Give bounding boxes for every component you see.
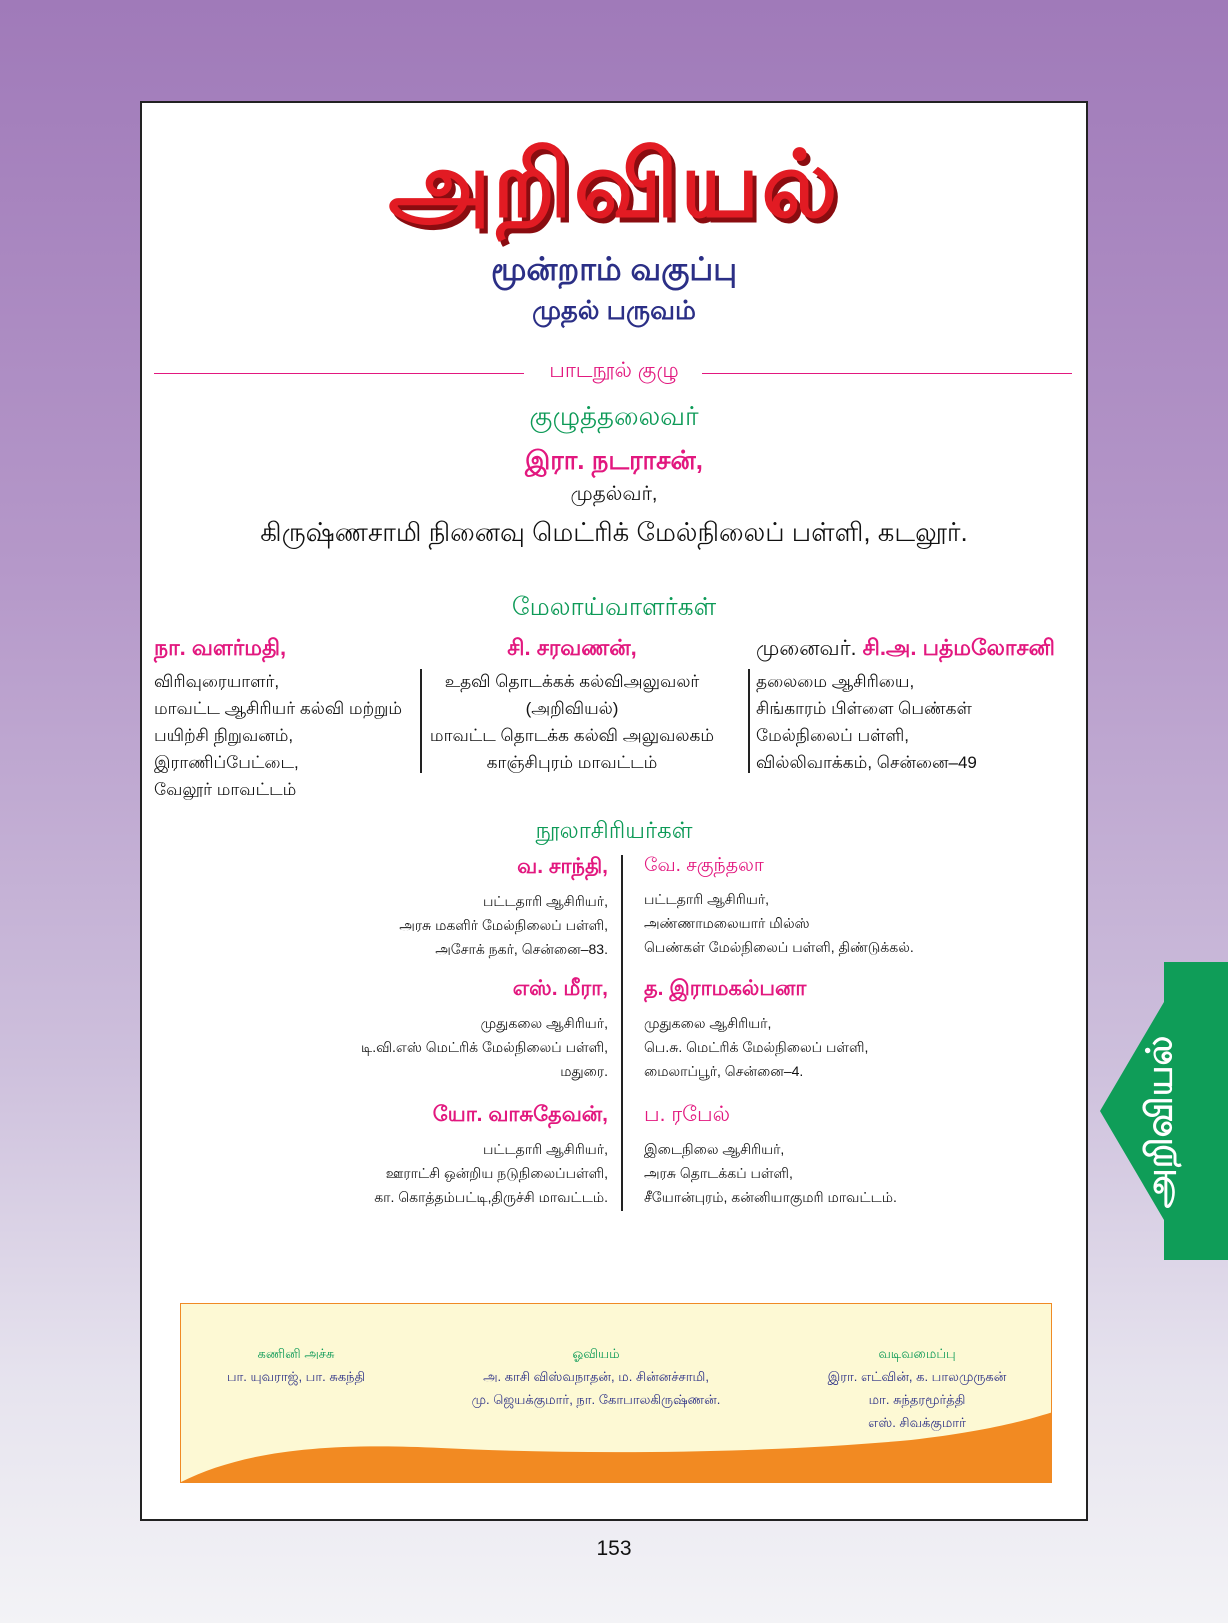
- author-line: கா. கொத்தம்பட்டி,திருச்சி மாவட்டம்.: [374, 1189, 608, 1205]
- author-name: எஸ். மீரா,: [512, 977, 608, 1000]
- reviewer-card: [422, 635, 722, 776]
- author-line: ஊராட்சி ஒன்றிய நடுநிலைப்பள்ளி,: [385, 1165, 608, 1181]
- author-card: [644, 855, 984, 959]
- author-line: முதுகலை ஆசிரியர்,: [644, 1015, 772, 1031]
- chair-school: கிருஷ்ணசாமி நினைவு மெட்ரிக் மேல்நிலைப் பள்ளி, கடலூர்.: [260, 517, 968, 547]
- chair-role: முதல்வர்,: [570, 483, 658, 505]
- side-tab-label: அறிவியல்: [1138, 1035, 1180, 1209]
- reviewer-line: காஞ்சிபுரம் மாவட்டம்: [486, 753, 658, 772]
- credit-heading: கணினி அச்சு: [257, 1346, 335, 1361]
- reviewer-line: சிங்காரம் பிள்ளை பெண்கள்: [756, 699, 972, 718]
- reviewer-line: வில்லிவாக்கம், சென்னை–49: [756, 753, 977, 772]
- author-name: ப. ரபேல்: [644, 1103, 731, 1126]
- credit-line: மா. சுந்தரமூர்த்தி: [868, 1392, 966, 1407]
- term-label: முதல் பருவம்: [532, 295, 696, 325]
- credit-heading: வடிவமைப்பு: [878, 1346, 956, 1361]
- reviewer-line: (அறிவியல்): [525, 699, 619, 718]
- author-line: பட்டதாரி ஆசிரியர்,: [644, 891, 770, 907]
- authors-heading: நூலாசிரியர்கள்: [535, 817, 693, 843]
- author-line: பெண்கள் மேல்நிலைப் பள்ளி, திண்டுக்கல்.: [644, 939, 914, 955]
- book-title: அறிவியல்: [388, 134, 840, 236]
- grade-label: மூன்றாம் வகுப்பு: [490, 251, 738, 287]
- chair-heading: குழுத்தலைவர்: [529, 401, 699, 431]
- author-card: [302, 977, 608, 1083]
- reviewer-card: [154, 635, 424, 803]
- author-line: பெ.சு. மெட்ரிக் மேல்நிலைப் பள்ளி,: [644, 1039, 869, 1055]
- reviewer-name: சி.அ. பத்மலோசனி: [862, 635, 1055, 660]
- reviewer-card: [756, 635, 1076, 776]
- credit-line: எஸ். சிவக்குமார்: [868, 1415, 966, 1430]
- reviewer-name: நா. வளர்மதி,: [154, 635, 287, 660]
- page-sheet: [140, 101, 1088, 1521]
- author-line: டி.வி.எஸ் மெட்ரிக் மேல்நிலைப் பள்ளி,: [361, 1039, 608, 1055]
- credit-line: பா. யுவராஜ், பா. சுகந்தி: [226, 1369, 366, 1384]
- credit-art: [431, 1342, 761, 1411]
- author-line: மதுரை.: [560, 1063, 608, 1079]
- author-card: [644, 977, 984, 1083]
- reviewer-line: மாவட்ட ஆசிரியர் கல்வி மற்றும்: [154, 699, 403, 718]
- reviewer-prefix: முனைவர்.: [756, 637, 857, 660]
- author-line: அண்ணாமலையார் மில்ஸ்: [644, 915, 810, 931]
- reviewers-heading: மேலாய்வாளர்கள்: [511, 593, 717, 621]
- team-label: பாடநூல் குழு: [549, 359, 679, 382]
- author-line: அரசு மகளிர் மேல்நிலைப் பள்ளி,: [399, 917, 608, 933]
- credits-box: [180, 1303, 1052, 1483]
- reviewer-line: விரிவுரையாளர்,: [154, 672, 280, 691]
- credit-line: அ. காசி விஸ்வநாதன், ம. சின்னச்சாமி,: [483, 1369, 709, 1384]
- reviewer-line: வேலூர் மாவட்டம்: [154, 780, 297, 799]
- reviewer-line: மாவட்ட தொடக்க கல்வி அலுவலகம்: [429, 726, 715, 745]
- author-line: அசோக் நகர், சென்னை–83.: [435, 941, 608, 957]
- credit-line: இரா. எட்வின், க. பாலமுருகன்: [827, 1369, 1007, 1384]
- credit-layout: [781, 1342, 1052, 1434]
- reviewer-line: தலைமை ஆசிரியை,: [756, 672, 915, 691]
- author-line: முதுகலை ஆசிரியர்,: [480, 1015, 608, 1031]
- reviewer-divider: [748, 669, 750, 773]
- team-divider-right: [702, 373, 1072, 374]
- author-card: [302, 855, 608, 961]
- reviewer-line: மேல்நிலைப் பள்ளி,: [756, 726, 910, 745]
- page-number: 153: [596, 1537, 632, 1560]
- author-name: த. இராமகல்பனா: [644, 977, 807, 1000]
- credit-heading: ஓவியம்: [572, 1346, 620, 1361]
- reviewer-name: சி. சரவணன்,: [507, 635, 637, 660]
- reviewer-line: உதவி தொடக்கக் கல்விஅலுவலர்: [444, 672, 700, 691]
- author-line: பட்டதாரி ஆசிரியர்,: [482, 893, 608, 909]
- author-line: சீயோன்புரம், கன்னியாகுமரி மாவட்டம்.: [644, 1189, 897, 1205]
- author-card: [302, 1103, 608, 1209]
- author-line: பட்டதாரி ஆசிரியர்,: [482, 1141, 608, 1157]
- author-name: யோ. வாசுதேவன்,: [432, 1103, 608, 1126]
- author-name: வே. சகுந்தலா: [644, 855, 764, 876]
- author-line: இடைநிலை ஆசிரியர்,: [644, 1141, 785, 1157]
- authors-divider: [621, 855, 623, 1211]
- reviewer-line: இராணிப்பேட்டை,: [154, 753, 299, 772]
- author-line: மைலாப்பூர், சென்னை–4.: [644, 1063, 804, 1079]
- author-line: அரசு தொடக்கப் பள்ளி,: [644, 1165, 793, 1181]
- credit-computer: [181, 1342, 411, 1388]
- reviewer-line: பயிற்சி நிறுவனம்,: [154, 726, 294, 745]
- author-name: வ. சாந்தி,: [517, 855, 608, 878]
- author-card: [644, 1103, 984, 1209]
- credit-line: மு. ஜெயக்குமார், நா. கோபாலகிருஷ்ணன்.: [471, 1392, 721, 1407]
- chair-name: இரா. நடராசன்,: [525, 445, 703, 475]
